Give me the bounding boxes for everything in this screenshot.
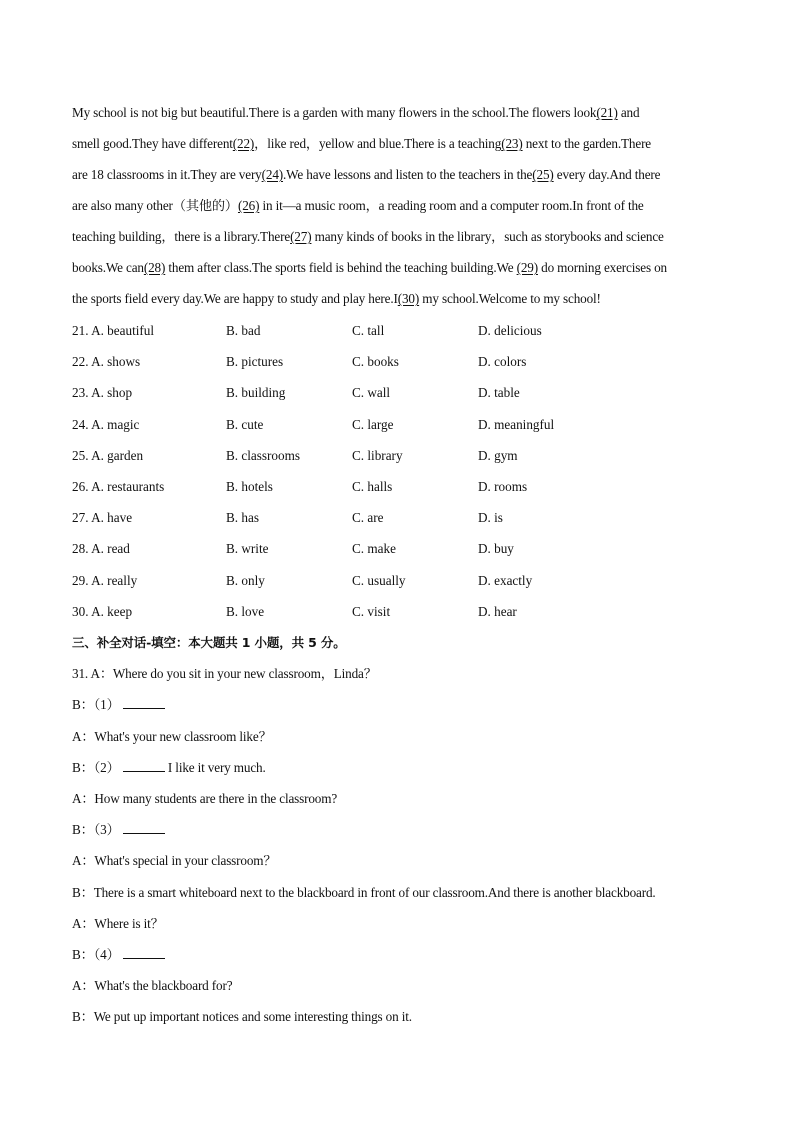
dialogue-line	[72, 852, 276, 870]
speaker-label: A：	[72, 791, 95, 806]
option-c: C. tall	[352, 323, 385, 338]
question-number: 23.	[72, 385, 89, 400]
passage-text: next to the garden.There	[522, 136, 652, 151]
passage-text: ，like red，yellow and blue.There is a teaching	[254, 136, 502, 151]
dialogue-line	[72, 696, 165, 714]
question-number: 29.	[72, 573, 89, 588]
option-a: A. magic	[91, 417, 140, 432]
option-d: D. is	[478, 510, 503, 525]
blank-22: (22)	[232, 136, 255, 151]
blank-number: （2）	[93, 760, 120, 775]
dialogue-text: I like it very much.	[164, 760, 266, 775]
option-b: B. love	[226, 604, 265, 619]
blank-26: (26)	[237, 198, 260, 213]
option-d: D. delicious	[478, 323, 542, 338]
option-b: B. has	[226, 510, 259, 525]
question-number-and-option-a	[72, 416, 139, 434]
blank-29: (29)	[516, 260, 538, 275]
passage-text: the sports field every day.We are happy to study and play here.I	[72, 291, 398, 306]
option-b: B. only	[226, 573, 265, 588]
passage-text: are also many other（其他的）	[72, 198, 238, 213]
question-number: 25.	[72, 448, 89, 463]
option-a: A. shop	[91, 385, 133, 400]
passage-text: in it—a music room，a reading room and a computer room.In front of the	[259, 198, 644, 213]
speaker-label: A：	[72, 853, 95, 868]
option-b: B. cute	[226, 417, 264, 432]
option-c: C. books	[352, 354, 399, 369]
passage-text: My school is not big but beautiful.There is a garden with many flowers in the school.The flowers look	[72, 105, 597, 120]
option-a: A. beautiful	[91, 323, 155, 338]
speaker-label: B：	[72, 1009, 94, 1024]
dialogue-line	[72, 728, 272, 746]
speaker-label: A：	[72, 978, 95, 993]
question-row-25	[72, 447, 722, 465]
dialogue-line	[72, 665, 377, 683]
blank-25: (25)	[532, 167, 554, 182]
blank-number: （3）	[93, 822, 120, 837]
question-row-26	[72, 478, 722, 496]
passage-line-1	[72, 104, 639, 122]
speaker-label: B：	[72, 697, 94, 712]
passage-line-2	[72, 135, 651, 153]
passage-line-6	[72, 259, 667, 277]
blank-number: （1）	[93, 697, 120, 712]
speaker-label: A：	[72, 729, 95, 744]
dialogue-line	[72, 884, 656, 902]
speaker-label: A：	[72, 916, 95, 931]
dialogue-line	[72, 946, 165, 964]
dialogue-text: How many students are there in the classroom?	[94, 791, 338, 806]
question-row-28	[72, 540, 722, 558]
blank-23: (23)	[501, 136, 523, 151]
question-row-30	[72, 603, 722, 621]
question-number: 26.	[72, 479, 89, 494]
option-d: D. buy	[478, 541, 514, 556]
speaker-label: B：	[72, 822, 94, 837]
option-d: D. table	[478, 385, 520, 400]
passage-text: every day.And there	[553, 167, 661, 182]
dialogue-line	[72, 759, 266, 777]
option-a: A. keep	[91, 604, 133, 619]
dialogue-text: We put up important notices and some interesting things on it.	[93, 1009, 412, 1024]
blank-21: (21)	[596, 105, 618, 120]
option-c: C. library	[352, 448, 403, 463]
dialogue-line	[72, 1008, 412, 1026]
passage-text: them after class.The sports field is behind the teaching building.We	[165, 260, 517, 275]
option-d: D. gym	[478, 448, 518, 463]
question-row-23	[72, 384, 722, 402]
dialogue-text: What's special in your classroom？	[94, 853, 277, 868]
option-c: C. are	[352, 510, 384, 525]
option-a: A. read	[91, 541, 130, 556]
question-number: 24.	[72, 417, 89, 432]
dialogue-line	[72, 977, 232, 995]
option-c: C. usually	[352, 573, 406, 588]
question-number-and-option-a	[72, 478, 164, 496]
option-d: D. meaningful	[478, 417, 555, 432]
option-d: D. exactly	[478, 573, 533, 588]
dialogue-text: What's the blackboard for?	[94, 978, 233, 993]
option-d: D. hear	[478, 604, 517, 619]
question-number-and-option-a	[72, 384, 132, 402]
dialogue-line	[72, 915, 164, 933]
blank-number: （4）	[93, 947, 120, 962]
dialogue-line	[72, 790, 337, 808]
answer-blank-2[interactable]	[123, 759, 165, 772]
option-c: C. large	[352, 417, 394, 432]
passage-text: and	[617, 105, 640, 120]
question-number: 27.	[72, 510, 89, 525]
question-number: 21.	[72, 323, 89, 338]
option-a: A. restaurants	[91, 479, 165, 494]
answer-blank-4[interactable]	[123, 946, 165, 959]
option-d: D. colors	[478, 354, 527, 369]
question-row-21	[72, 322, 722, 340]
question-row-22	[72, 353, 722, 371]
answer-blank-3[interactable]	[123, 821, 165, 834]
question-row-29	[72, 572, 722, 590]
question-number-and-option-a	[72, 572, 137, 590]
option-a: A. really	[91, 573, 138, 588]
passage-text: .We have lessons and listen to the teachers in the	[283, 167, 533, 182]
question-number-and-option-a	[72, 540, 130, 558]
question-number: 28.	[72, 541, 89, 556]
speaker-label: B：	[72, 760, 94, 775]
option-d: D. rooms	[478, 479, 528, 494]
passage-text: do morning exercises on	[537, 260, 667, 275]
option-c: C. wall	[352, 385, 391, 400]
passage-text: many kinds of books in the library，such as storybooks and science	[311, 229, 664, 244]
question-number-and-option-a	[72, 322, 154, 340]
passage-text: smell good.They have different	[72, 136, 233, 151]
option-b: B. hotels	[226, 479, 273, 494]
question-number-and-option-a	[72, 447, 143, 465]
blank-28: (28)	[143, 260, 166, 275]
option-b: B. classrooms	[226, 448, 300, 463]
speaker-label: 31. A：	[72, 666, 113, 681]
passage-text: my school.Welcome to my school!	[419, 291, 601, 306]
blank-27: (27)	[290, 229, 312, 244]
dialogue-line	[72, 821, 165, 839]
passage-text: books.We can	[72, 260, 144, 275]
option-c: C. halls	[352, 479, 393, 494]
question-number-and-option-a	[72, 603, 132, 621]
passage-line-3	[72, 166, 660, 184]
option-a: A. shows	[91, 354, 141, 369]
speaker-label: B：	[72, 885, 94, 900]
passage-line-4	[72, 197, 644, 215]
blank-24: (24)	[261, 167, 284, 182]
passage-text: are 18 classrooms in it.They are very	[72, 167, 262, 182]
option-b: B. building	[226, 385, 286, 400]
question-number-and-option-a	[72, 509, 132, 527]
dialogue-text: Where is it？	[94, 916, 164, 931]
question-number: 22.	[72, 354, 89, 369]
blank-30: (30)	[397, 291, 420, 306]
option-c: C. visit	[352, 604, 391, 619]
question-row-24	[72, 416, 722, 434]
dialogue-text: There is a smart whiteboard next to the blackboard in front of our classroom.And there is another blackboard.	[93, 885, 656, 900]
passage-line-7	[72, 290, 601, 308]
speaker-label: B：	[72, 947, 94, 962]
dialogue-text: What's your new classroom like？	[94, 729, 272, 744]
answer-blank-1[interactable]	[123, 696, 165, 709]
option-a: A. have	[91, 510, 133, 525]
passage-line-5	[72, 228, 664, 246]
option-c: C. make	[352, 541, 396, 556]
question-row-27	[72, 509, 722, 527]
section-heading: 三、补全对话-填空：本大题共 1 小题，共 5 分。	[72, 635, 346, 650]
question-number: 30.	[72, 604, 89, 619]
passage-text: teaching building，there is a library.There	[72, 229, 291, 244]
dialogue-text: Where do you sit in your new classroom，Linda？	[112, 666, 377, 681]
question-number-and-option-a	[72, 353, 140, 371]
option-b: B. bad	[226, 323, 261, 338]
option-a: A. garden	[91, 448, 144, 463]
option-b: B. pictures	[226, 354, 284, 369]
option-b: B. write	[226, 541, 269, 556]
